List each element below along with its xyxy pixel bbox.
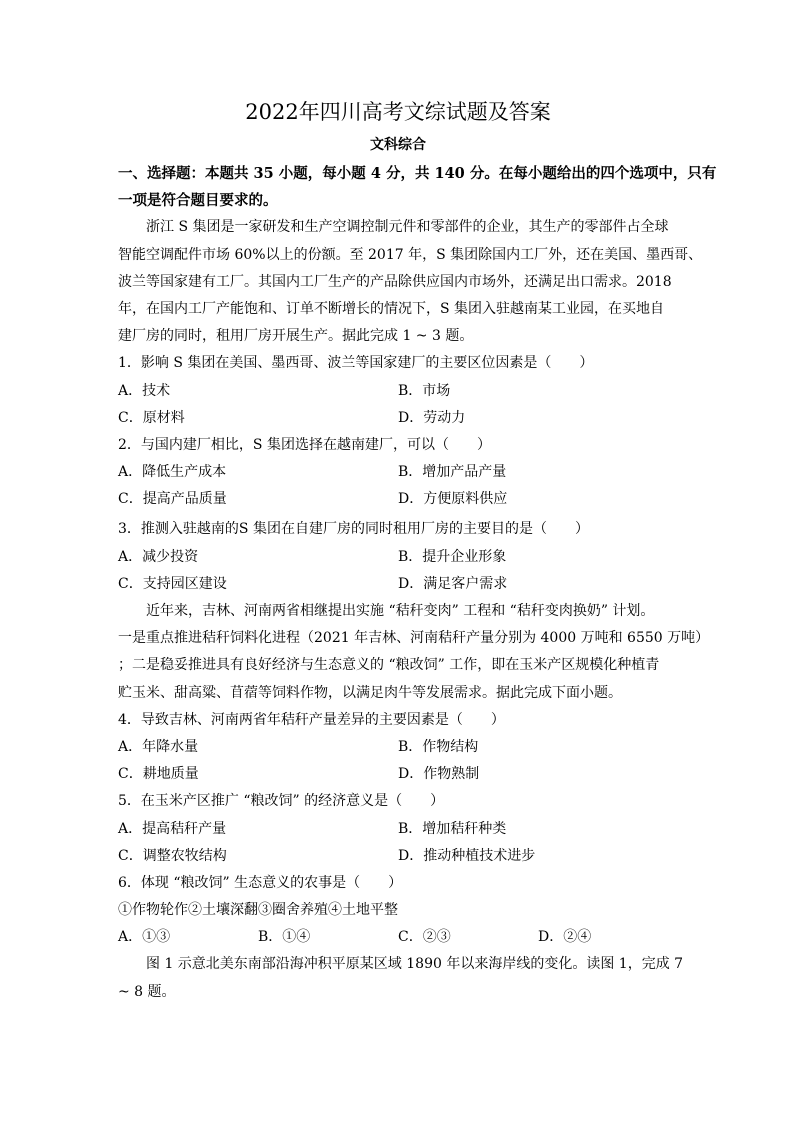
question-choices: ①作物轮作②土壤深翻③圈舍养殖④土地平整 bbox=[118, 902, 398, 919]
option: D．劳动力 bbox=[398, 409, 466, 426]
option: C．②③ bbox=[398, 929, 451, 946]
passage-line: 波兰等国家建有工厂。其国内工厂生产的产品除供应国内市场外，还满足出口需求。2018 bbox=[118, 273, 672, 290]
option: C．耕地质量 bbox=[118, 766, 199, 783]
option: A．提高秸秆产量 bbox=[118, 820, 227, 837]
option: C．原材料 bbox=[118, 409, 185, 426]
option-row bbox=[118, 816, 678, 843]
option: D．②④ bbox=[538, 929, 592, 946]
option: D．推动种植技术进步 bbox=[398, 847, 536, 864]
option: C．提高产品质量 bbox=[118, 491, 227, 508]
option: B．提升企业形象 bbox=[398, 548, 507, 565]
question-stem: 2．与国内建厂相比，S 集团选择在越南建厂，可以（ ） bbox=[118, 436, 491, 453]
option: D．满足客户需求 bbox=[398, 575, 508, 592]
passage-line: ；二是稳妥推进具有良好经济与生态意义的 “粮改饲” 工作，即在玉米产区规模化种植青 bbox=[118, 657, 660, 674]
option-row bbox=[118, 924, 678, 951]
passage-line: 图 1 示意北美东南部沿海冲积平原某区域 1890 年以来海岸线的变化。读图 1，完成 7 bbox=[146, 956, 684, 973]
passage-line: ~ 8 题。 bbox=[118, 983, 176, 1000]
passage-line: 贮玉米、甜高粱、苜蓿等饲料作物，以满足肉牛等发展需求。据此完成下面小题。 bbox=[118, 684, 622, 701]
option: C．支持园区建设 bbox=[118, 575, 227, 592]
option: C．调整农牧结构 bbox=[118, 847, 227, 864]
option-row bbox=[118, 378, 678, 405]
option: B．增加秸秆种类 bbox=[398, 820, 507, 837]
passage-line: 一是重点推进秸秆饲料化进程（2021 年吉林、河南秸秆产量分别为 4000 万吨和 6550 万吨） bbox=[118, 630, 710, 647]
option-row bbox=[118, 761, 678, 788]
question-stem: 6．体现 “粮改饲” 生态意义的农事是（ ） bbox=[118, 874, 403, 891]
passage-line: 近年来，吉林、河南两省相继提出实施 “秸秆变肉” 工程和 “秸秆变肉换奶” 计划。 bbox=[146, 603, 655, 619]
document-subtitle: 文科综合 bbox=[370, 137, 426, 153]
passage-line: 建厂房的同时，租用厂房开展生产。据此完成 1 ~ 3 题。 bbox=[118, 328, 474, 345]
option: A．降低生产成本 bbox=[118, 464, 227, 481]
passage-line: 浙江 S 集团是一家研发和生产空调控制元件和零部件的企业，其生产的零部件占全球 bbox=[146, 219, 669, 236]
document-page bbox=[118, 96, 717, 1006]
option: A．减少投资 bbox=[118, 548, 199, 565]
option-row bbox=[118, 459, 678, 486]
question-stem: 4．导致吉林、河南两省年秸秆产量差异的主要因素是（ ） bbox=[118, 711, 505, 728]
option: B．作物结构 bbox=[398, 738, 479, 755]
question-stem: 1．影响 S 集团在美国、墨西哥、波兰等国家建厂的主要区位因素是（ ） bbox=[118, 355, 594, 372]
option: D．作物熟制 bbox=[398, 766, 480, 783]
document-title: 2022年四川高考文综试题及答案 bbox=[245, 100, 551, 124]
option-row bbox=[118, 544, 678, 571]
option: D．方便原料供应 bbox=[398, 491, 508, 508]
section-heading: 一、选择题：本题共 35 小题，每小题 4 分，共 140 分。在每小题给出的四个选项中，只有 bbox=[118, 165, 717, 182]
option-row bbox=[118, 734, 678, 761]
section-heading: 一项是符合题目要求的。 bbox=[118, 192, 278, 210]
option: A．年降水量 bbox=[118, 738, 199, 755]
option-row bbox=[118, 486, 678, 513]
option: B．①④ bbox=[258, 929, 311, 946]
option-row bbox=[118, 843, 678, 870]
option: B．市场 bbox=[398, 382, 451, 399]
option-row bbox=[118, 571, 678, 598]
question-stem: 5．在玉米产区推广 “粮改饲” 的经济意义是（ ） bbox=[118, 793, 445, 810]
option: B．增加产品产量 bbox=[398, 464, 507, 481]
passage-line: 智能空调配件市场 60%以上的份额。至 2017 年，S 集团除国内工厂外，还在美国、墨西哥、 bbox=[118, 246, 703, 263]
option: A．技术 bbox=[118, 382, 171, 399]
option-row bbox=[118, 405, 678, 432]
question-stem: 3．推测入驻越南的S 集团在自建厂房的同时租用厂房的主要目的是（ ） bbox=[118, 521, 589, 538]
option: A．①③ bbox=[118, 929, 171, 946]
passage-line: 年，在国内工厂产能饱和、订单不断增长的情况下，S 集团入驻越南某工业园，在买地自 bbox=[118, 300, 665, 317]
